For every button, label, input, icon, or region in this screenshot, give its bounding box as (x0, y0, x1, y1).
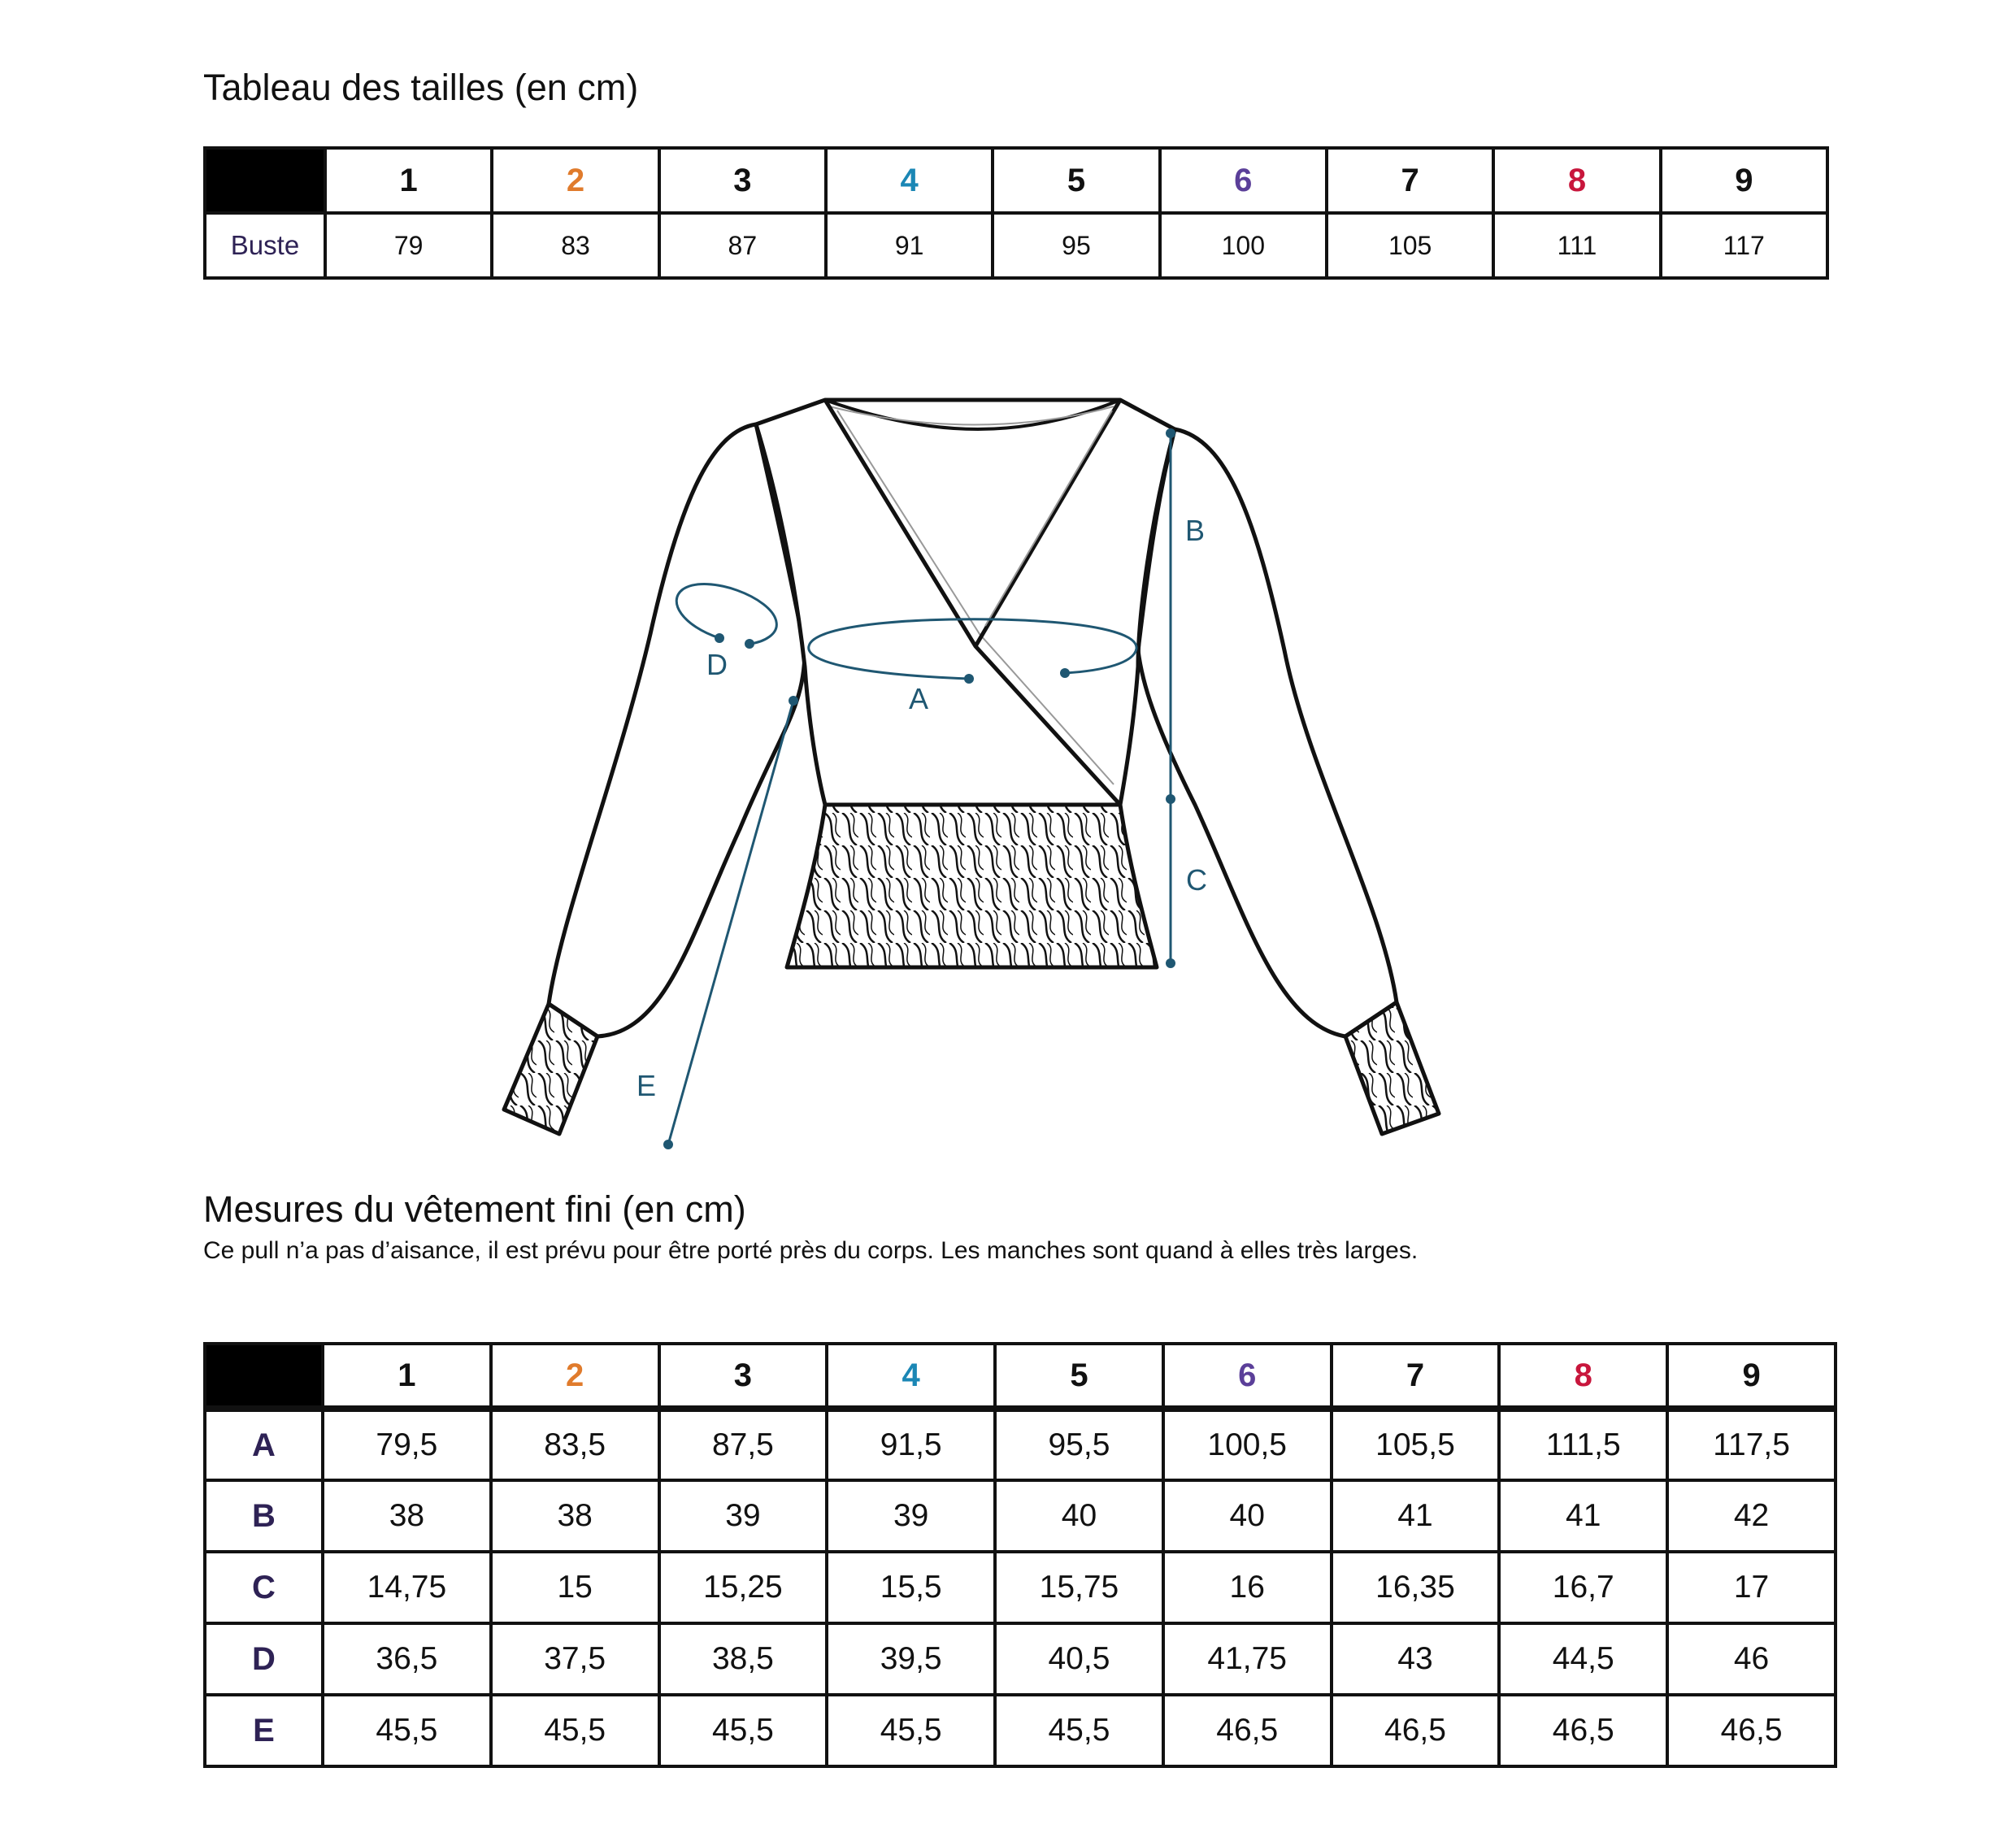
bust-value: 105 (1327, 213, 1493, 278)
measure-value: 87,5 (659, 1409, 828, 1480)
measure-value: 42 (1667, 1480, 1836, 1552)
measure-row-label: D (205, 1623, 323, 1695)
measure-dot (1060, 668, 1070, 678)
measure-row-d (205, 1623, 1836, 1695)
bust-value: 95 (993, 213, 1159, 278)
left-sleeve (549, 424, 805, 1036)
measure-header-row (205, 1344, 1836, 1409)
measure-dot (1166, 958, 1175, 968)
size-header-2: 2 (491, 1344, 659, 1409)
size-header-9: 9 (1667, 1344, 1836, 1409)
measure-dot (789, 696, 798, 706)
measure-value: 45,5 (491, 1695, 659, 1766)
measure-value: 16,7 (1499, 1552, 1667, 1623)
bust-label: Buste (205, 213, 325, 278)
size-header-8: 8 (1493, 148, 1660, 213)
size-header-5: 5 (993, 148, 1159, 213)
waistband-rib (787, 805, 1157, 967)
measure-value: 15,25 (659, 1552, 828, 1623)
measure-value: 83,5 (491, 1409, 659, 1480)
measure-value: 45,5 (995, 1695, 1163, 1766)
measure-dot (1166, 794, 1175, 804)
measure-value: 17 (1667, 1552, 1836, 1623)
measure-value: 117,5 (1667, 1409, 1836, 1480)
measure-value: 46,5 (1667, 1695, 1836, 1766)
measure-value: 79,5 (323, 1409, 491, 1480)
measure-value: 45,5 (659, 1695, 828, 1766)
measure-value: 39 (659, 1480, 828, 1552)
measure-value: 40,5 (995, 1623, 1163, 1695)
measure-value: 15,75 (995, 1552, 1163, 1623)
measure-value: 46,5 (1163, 1695, 1332, 1766)
size-header-9: 9 (1661, 148, 1827, 213)
measure-row-label: B (205, 1480, 323, 1552)
measure-row-label: A (205, 1409, 323, 1480)
size-header-4: 4 (827, 1344, 995, 1409)
measure-value: 15,5 (827, 1552, 995, 1623)
table-corner (205, 148, 325, 213)
measure-value: 39,5 (827, 1623, 995, 1695)
measure-value: 46 (1667, 1623, 1836, 1695)
measure-value: 100,5 (1163, 1409, 1332, 1480)
measure-dot (715, 633, 724, 643)
size-chart-title: Tableau des tailles (en cm) (203, 67, 639, 108)
measure-row-label: E (205, 1695, 323, 1766)
measure-value: 105,5 (1332, 1409, 1500, 1480)
bust-value: 100 (1160, 213, 1327, 278)
size-header-8: 8 (1499, 1344, 1667, 1409)
measure-value: 111,5 (1499, 1409, 1667, 1480)
measure-dot (745, 639, 754, 649)
bust-value: 91 (826, 213, 993, 278)
right-sleeve (1138, 429, 1397, 1036)
measurements-subtitle: Ce pull n’a pas d’aisance, il est prévu pour être porté près du corps. Les manches sont quand à elles très larges. (203, 1237, 1419, 1264)
bust-value: 83 (492, 213, 658, 278)
measure-label-a: A (908, 682, 929, 715)
measure-label-d: D (706, 648, 728, 681)
measure-value: 39 (827, 1480, 995, 1552)
measure-dot (1166, 428, 1175, 438)
measure-value: 14,75 (323, 1552, 491, 1623)
measure-value: 91,5 (827, 1409, 995, 1480)
measure-value: 95,5 (995, 1409, 1163, 1480)
measure-label-c: C (1186, 863, 1207, 897)
size-header-1: 1 (325, 148, 492, 213)
measure-value: 38 (323, 1480, 491, 1552)
measurements-table (203, 1342, 1837, 1768)
measure-value: 45,5 (827, 1695, 995, 1766)
measure-row-a (205, 1409, 1836, 1480)
measure-row-b (205, 1480, 1836, 1552)
size-header-6: 6 (1160, 148, 1327, 213)
bust-value: 79 (325, 213, 492, 278)
measurements-title: Mesures du vêtement fini (en cm) (203, 1188, 746, 1230)
size-header-3: 3 (659, 1344, 828, 1409)
measure-value: 41,75 (1163, 1623, 1332, 1695)
size-chart-table (203, 146, 1829, 280)
sweater-diagram (488, 382, 1463, 1154)
size-header-1: 1 (323, 1344, 491, 1409)
measure-value: 16 (1163, 1552, 1332, 1623)
measure-label-b: B (1184, 514, 1206, 547)
measure-value: 46,5 (1499, 1695, 1667, 1766)
measure-value: 16,35 (1332, 1552, 1500, 1623)
measure-value: 41 (1499, 1480, 1667, 1552)
measure-label-e: E (636, 1069, 657, 1102)
size-header-4: 4 (826, 148, 993, 213)
measure-row-c (205, 1552, 1836, 1623)
measure-value: 43 (1332, 1623, 1500, 1695)
bust-row (205, 213, 1827, 278)
size-header-3: 3 (659, 148, 826, 213)
measure-value: 38 (491, 1480, 659, 1552)
measure-value: 36,5 (323, 1623, 491, 1695)
measure-value: 45,5 (323, 1695, 491, 1766)
measure-value: 46,5 (1332, 1695, 1500, 1766)
measure-value: 15 (491, 1552, 659, 1623)
measure-row-label: C (205, 1552, 323, 1623)
measure-value: 44,5 (1499, 1623, 1667, 1695)
table-corner (205, 1344, 323, 1409)
size-header-7: 7 (1332, 1344, 1500, 1409)
measure-value: 40 (995, 1480, 1163, 1552)
bust-value: 117 (1661, 213, 1827, 278)
size-header-7: 7 (1327, 148, 1493, 213)
size-header-5: 5 (995, 1344, 1163, 1409)
size-header-6: 6 (1163, 1344, 1332, 1409)
measure-value: 40 (1163, 1480, 1332, 1552)
measure-dot (964, 674, 974, 684)
sweater-body (756, 400, 1175, 805)
measure-value: 37,5 (491, 1623, 659, 1695)
size-header-row (205, 148, 1827, 213)
measure-row-e (205, 1695, 1836, 1766)
bust-value: 111 (1493, 213, 1660, 278)
bust-value: 87 (659, 213, 826, 278)
measure-value: 41 (1332, 1480, 1500, 1552)
size-header-2: 2 (492, 148, 658, 213)
measure-dot (663, 1140, 673, 1149)
measure-value: 38,5 (659, 1623, 828, 1695)
